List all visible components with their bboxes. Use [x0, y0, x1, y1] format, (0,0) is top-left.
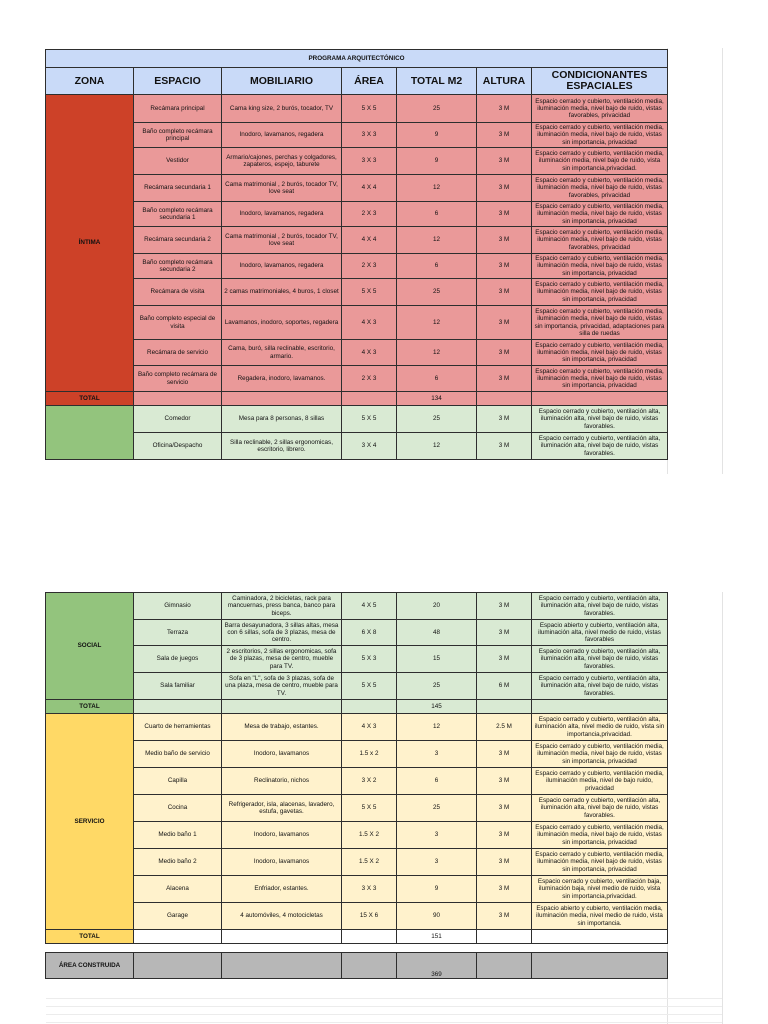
- area-cell: 1.5 X 2: [342, 849, 397, 876]
- espacio-cell: Sala de juegos: [134, 646, 222, 673]
- mobiliario-cell: Inodoro, lavamanos: [222, 741, 342, 768]
- condicionantes-cell: Espacio cerrado y cubierto, ventilación media, iluminación media, nivel bajo de ruido, vistas sin importancia, privacidad: [532, 254, 668, 279]
- total-m2-cell: 25: [397, 406, 477, 433]
- espacio-cell: Cuarto de herramientas: [134, 714, 222, 741]
- total-m2-cell: 6: [397, 202, 477, 227]
- area-cell: 3 X 3: [342, 148, 397, 175]
- condicionantes-cell: Espacio cerrado y cubierto, ventilación alta, iluminación alta, nivel bajo de ruido, vistas favorables.: [532, 406, 668, 433]
- area-cell: 5 X 5: [342, 279, 397, 306]
- table-row: [46, 254, 668, 279]
- total-m2-cell: 3: [397, 741, 477, 768]
- altura-cell: 3 M: [477, 123, 532, 148]
- espacio-cell: Medio baño 2: [134, 849, 222, 876]
- altura-cell: 3 M: [477, 903, 532, 930]
- area-cell: 4 X 5: [342, 593, 397, 620]
- condicionantes-cell: Espacio cerrado y cubierto, ventilación media, iluminación media, nivel bajo de ruido, vistas sin importancia, privacidad: [532, 849, 668, 876]
- table-row: [46, 279, 668, 306]
- table-row: [46, 340, 668, 366]
- header-espacio: ESPACIO: [134, 68, 222, 95]
- header-condicionantes: CONDICIONANTES ESPACIALES: [532, 68, 668, 95]
- area-cell: 4 X 3: [342, 714, 397, 741]
- table-row: [46, 903, 668, 930]
- table-row: [46, 876, 668, 903]
- espacio-cell: Vestidor: [134, 148, 222, 175]
- area-cell: 4 X 3: [342, 306, 397, 340]
- table-row: [46, 795, 668, 822]
- condicionantes-cell: Espacio cerrado y cubierto, ventilación media, iluminación media, nivel bajo de ruido, vistas sin importancia, privacidad: [532, 279, 668, 306]
- condicionantes-cell: Espacio cerrado y cubierto, ventilación media, iluminación media, nivel bajo de ruido, vistas favorables, privacidad: [532, 95, 668, 123]
- header-zona: ZONA: [46, 68, 134, 95]
- espacio-cell: Recámara principal: [134, 95, 222, 123]
- social-section-top: [46, 406, 668, 460]
- total-value: 145: [397, 700, 477, 714]
- espacio-cell: Gimnasio: [134, 593, 222, 620]
- table-row: [46, 768, 668, 795]
- area-construida-label: ÁREA CONSTRUIDA: [46, 953, 134, 979]
- zone-label: SERVICIO: [46, 714, 134, 930]
- area-cell: 5 X 5: [342, 795, 397, 822]
- altura-cell: 2.5 M: [477, 714, 532, 741]
- condicionantes-cell: Espacio cerrado y cubierto, ventilación alta, iluminación alta, nivel bajo de ruido, vistas favorables.: [532, 646, 668, 673]
- zone-label: ÍNTIMA: [46, 95, 134, 392]
- espacio-cell: Recámara de servicio: [134, 340, 222, 366]
- altura-cell: 3 M: [477, 227, 532, 254]
- espacio-cell: Baño completo especial de visita: [134, 306, 222, 340]
- mobiliario-cell: Cama, buró, silla reclinable, escritorio, armario.: [222, 340, 342, 366]
- total-m2-cell: 25: [397, 673, 477, 700]
- total-m2-cell: 12: [397, 433, 477, 460]
- condicionantes-cell: Espacio cerrado y cubierto, ventilación media, iluminación media, nivel bajo de ruido, vistas sin importancia, privacidad, adaptaciones para silla de ruedas: [532, 306, 668, 340]
- total-m2-cell: 12: [397, 340, 477, 366]
- altura-cell: 3 M: [477, 95, 532, 123]
- table-row: [46, 406, 668, 433]
- espacio-cell: Recámara secundaria 2: [134, 227, 222, 254]
- sheet-gridline: [46, 1022, 722, 1023]
- area-cell: 15 X 6: [342, 903, 397, 930]
- table-row: [46, 95, 668, 123]
- area-cell: 3 X 4: [342, 433, 397, 460]
- condicionantes-cell: Espacio cerrado y cubierto, ventilación media, iluminación media, nivel bajo de ruido, vistas sin importancia, privacidad: [532, 741, 668, 768]
- table-row: [46, 148, 668, 175]
- mobiliario-cell: Inodoro, lavamanos: [222, 849, 342, 876]
- table-row: [46, 175, 668, 202]
- altura-cell: 3 M: [477, 254, 532, 279]
- area-cell: 3 X 3: [342, 123, 397, 148]
- total-m2-cell: 9: [397, 148, 477, 175]
- mobiliario-cell: Mesa de trabajo, estantes.: [222, 714, 342, 741]
- condicionantes-cell: Espacio cerrado y cubierto, ventilación alta, iluminación alta, nivel bajo de ruido, vistas favorables.: [532, 795, 668, 822]
- condicionantes-cell: Espacio cerrado y cubierto, ventilación alta, iluminación alta, nivel bajo de ruido, vistas favorables.: [532, 433, 668, 460]
- total-m2-cell: 6: [397, 254, 477, 279]
- total-m2-cell: 12: [397, 227, 477, 254]
- zone-label: [46, 406, 134, 460]
- mobiliario-cell: Cama matrimonial , 2 burós, tocador TV, love seat: [222, 227, 342, 254]
- espacio-cell: Garage: [134, 903, 222, 930]
- espacio-cell: Cocina: [134, 795, 222, 822]
- mobiliario-cell: Inodoro, lavamanos, regadera: [222, 123, 342, 148]
- table-row: [46, 714, 668, 741]
- total-value: 134: [397, 392, 477, 406]
- espacio-cell: Baño completo recámara secundaria 2: [134, 254, 222, 279]
- total-label: TOTAL: [46, 700, 134, 714]
- area-construida-row: [46, 953, 668, 979]
- area-cell: 4 X 3: [342, 340, 397, 366]
- espacio-cell: Recámara de visita: [134, 279, 222, 306]
- table-row: [46, 306, 668, 340]
- area-cell: 5 X 5: [342, 406, 397, 433]
- total-m2-cell: 6: [397, 768, 477, 795]
- mobiliario-cell: Inodoro, lavamanos: [222, 822, 342, 849]
- area-cell: 3 X 2: [342, 768, 397, 795]
- mobiliario-cell: 2 camas matrimoniales, 4 buros, 1 closet: [222, 279, 342, 306]
- total-label: TOTAL: [46, 392, 134, 406]
- area-cell: 2 X 3: [342, 254, 397, 279]
- table-row: [46, 741, 668, 768]
- espacio-cell: Baño completo recámara secundaria 1: [134, 202, 222, 227]
- header-altura: ALTURA: [477, 68, 532, 95]
- espacio-cell: Baño completo recámara de servicio: [134, 366, 222, 392]
- total-m2-cell: 90: [397, 903, 477, 930]
- altura-cell: 3 M: [477, 306, 532, 340]
- area-cell: 1.5 x 2: [342, 741, 397, 768]
- servicio-section: [46, 714, 668, 930]
- espacio-cell: Medio baño 1: [134, 822, 222, 849]
- table-row: [46, 646, 668, 673]
- total-m2-cell: 3: [397, 822, 477, 849]
- area-cell: 3 X 3: [342, 876, 397, 903]
- area-cell: 5 X 5: [342, 673, 397, 700]
- total-m2-cell: 25: [397, 279, 477, 306]
- mobiliario-cell: Lavamanos, inodoro, soportes, regadera: [222, 306, 342, 340]
- espacio-cell: Medio baño de servicio: [134, 741, 222, 768]
- espacio-cell: Recámara secundaria 1: [134, 175, 222, 202]
- table-row: [46, 673, 668, 700]
- intima-total-row: [46, 392, 668, 406]
- total-value: 151: [397, 930, 477, 944]
- sheet-gridline: [722, 592, 723, 1024]
- servicio-total-row: [46, 930, 668, 944]
- mobiliario-cell: Silla reclinable, 2 sillas ergonomicas, escritorio, librero.: [222, 433, 342, 460]
- total-m2-cell: 12: [397, 175, 477, 202]
- header-total-m2: TOTAL M2: [397, 68, 477, 95]
- condicionantes-cell: Espacio abierto y cubierto, ventilación media, iluminación media, nivel medio de ruido, vista sin importancia.: [532, 903, 668, 930]
- mobiliario-cell: Cama matrimonial , 2 burós, tocador TV, love seat: [222, 175, 342, 202]
- condicionantes-cell: Espacio cerrado y cubierto, ventilación alta, iluminación alta, nivel bajo de ruido, vistas favorables.: [532, 673, 668, 700]
- table-row: [46, 366, 668, 392]
- condicionantes-cell: Espacio cerrado y cubierto, ventilación media, iluminación media, nivel bajo de ruido, vistas sin importancia, privacidad: [532, 340, 668, 366]
- condicionantes-cell: Espacio cerrado y cubierto, ventilación baja, iluminación baja, nivel medio de ruido, vista sin importancia,privacidad.: [532, 876, 668, 903]
- mobiliario-cell: 4 automóviles, 4 motocicletas: [222, 903, 342, 930]
- table-row: [46, 227, 668, 254]
- table-row: [46, 849, 668, 876]
- mobiliario-cell: Refrigerador, isla, alacenas, lavadero, estufa, gavetas.: [222, 795, 342, 822]
- altura-cell: 3 M: [477, 741, 532, 768]
- area-construida-value: 369: [397, 953, 477, 979]
- total-m2-cell: 12: [397, 714, 477, 741]
- mobiliario-cell: Caminadora, 2 bicicletas, rack para mancuernas, press banca, banco para biceps.: [222, 593, 342, 620]
- total-m2-cell: 6: [397, 366, 477, 392]
- mobiliario-cell: Barra desayunadora, 3 sillas altas, mesa con 6 sillas, sofa de 3 plazas, mesa de centro.: [222, 620, 342, 646]
- altura-cell: 3 M: [477, 822, 532, 849]
- condicionantes-cell: Espacio cerrado y cubierto, ventilación media, iluminación media, nivel bajo de ruido, vistas sin importancia, privacidad: [532, 366, 668, 392]
- altura-cell: 3 M: [477, 279, 532, 306]
- total-label: TOTAL: [46, 930, 134, 944]
- altura-cell: 3 M: [477, 148, 532, 175]
- header-mobiliario: MOBILIARIO: [222, 68, 342, 95]
- altura-cell: 3 M: [477, 340, 532, 366]
- sheet-gridline: [722, 48, 723, 474]
- total-m2-cell: 9: [397, 123, 477, 148]
- altura-cell: 3 M: [477, 620, 532, 646]
- espacio-cell: Capilla: [134, 768, 222, 795]
- condicionantes-cell: Espacio abierto y cubierto, ventilación alta, iluminación alta, nivel medio de ruido, vistas favorables: [532, 620, 668, 646]
- header-row: [46, 68, 668, 95]
- program-table-top: [45, 49, 668, 460]
- espacio-cell: Comedor: [134, 406, 222, 433]
- table-row: [46, 123, 668, 148]
- mobiliario-cell: Regadera, inodoro, lavamanos.: [222, 366, 342, 392]
- altura-cell: 3 M: [477, 876, 532, 903]
- total-m2-cell: 15: [397, 646, 477, 673]
- total-m2-cell: 48: [397, 620, 477, 646]
- sheet-gridline: [46, 998, 722, 999]
- espacio-cell: Terraza: [134, 620, 222, 646]
- mobiliario-cell: Cama king size, 2 burós, tocador, TV: [222, 95, 342, 123]
- sheet-gridline: [46, 1014, 722, 1015]
- altura-cell: 3 M: [477, 795, 532, 822]
- area-cell: 4 X 4: [342, 227, 397, 254]
- mobiliario-cell: 2 escritorios, 2 sillas ergonomicas, sofa de 3 plazas, mesa de centro, mueble para TV.: [222, 646, 342, 673]
- header-area: ÁREA: [342, 68, 397, 95]
- total-m2-cell: 3: [397, 849, 477, 876]
- condicionantes-cell: Espacio cerrado y cubierto, ventilación alta, iluminación alta, nivel medio de ruido, vista sin importancia,privacidad.: [532, 714, 668, 741]
- mobiliario-cell: Enfriador, estantes.: [222, 876, 342, 903]
- altura-cell: 3 M: [477, 849, 532, 876]
- condicionantes-cell: Espacio cerrado y cubierto, ventilación media, iluminación media, nivel bajo de ruido, vistas favorables, privacidad: [532, 227, 668, 254]
- altura-cell: 3 M: [477, 646, 532, 673]
- altura-cell: 3 M: [477, 768, 532, 795]
- social-section: [46, 593, 668, 700]
- condicionantes-cell: Espacio cerrado y cubierto, ventilación media, iluminación media, nivel bajo de ruido, vistas sin importancia, privacidad: [532, 202, 668, 227]
- social-total-row: [46, 700, 668, 714]
- mobiliario-cell: Inodoro, lavamanos, regadera: [222, 202, 342, 227]
- area-cell: 1.5 X 2: [342, 822, 397, 849]
- mobiliario-cell: Sofa en "L", sofa de 3 plazas, sofa de una plaza, mesa de centro, mueble para TV.: [222, 673, 342, 700]
- condicionantes-cell: Espacio cerrado y cubierto, ventilación media, iluminación media, nivel bajo de ruido, vistas sin importancia, privacidad: [532, 123, 668, 148]
- total-m2-cell: 12: [397, 306, 477, 340]
- espacio-cell: Oficina/Despacho: [134, 433, 222, 460]
- total-m2-cell: 25: [397, 95, 477, 123]
- area-cell: 5 X 3: [342, 646, 397, 673]
- table-row: [46, 433, 668, 460]
- condicionantes-cell: Espacio cerrado y cubierto, ventilación media, iluminación media, nivel bajo de ruido, vistas favorables, privacidad: [532, 175, 668, 202]
- altura-cell: 3 M: [477, 366, 532, 392]
- sheet-gridline: [46, 1006, 722, 1007]
- condicionantes-cell: Espacio cerrado y cubierto, ventilación media, iluminación media, nivel de bajo ruido, privacidad: [532, 768, 668, 795]
- area-cell: 4 X 4: [342, 175, 397, 202]
- table-row: [46, 593, 668, 620]
- mobiliario-cell: Armario/cajones, perchas y colgadores, zapateros, espejo, taburete: [222, 148, 342, 175]
- espacio-cell: Alacena: [134, 876, 222, 903]
- table-title: PROGRAMA ARQUITECTÓNICO: [46, 50, 668, 68]
- area-cell: 2 X 3: [342, 202, 397, 227]
- altura-cell: 3 M: [477, 593, 532, 620]
- altura-cell: 3 M: [477, 406, 532, 433]
- condicionantes-cell: Espacio cerrado y cubierto, ventilación media, iluminación media, nivel bajo de ruido, vistas sin importancia, privacidad: [532, 822, 668, 849]
- total-m2-cell: 9: [397, 876, 477, 903]
- table-row: [46, 620, 668, 646]
- table-row: [46, 202, 668, 227]
- total-m2-cell: 25: [397, 795, 477, 822]
- mobiliario-cell: Mesa para 8 personas, 8 sillas: [222, 406, 342, 433]
- altura-cell: 3 M: [477, 433, 532, 460]
- condicionantes-cell: Espacio cerrado y cubierto, ventilación media, iluminación media, nivel bajo de ruido, vista sin importancia,privacidad.: [532, 148, 668, 175]
- mobiliario-cell: Inodoro, lavamanos, regadera: [222, 254, 342, 279]
- intima-section: [46, 95, 668, 392]
- program-table-bottom: [45, 592, 668, 979]
- area-cell: 2 X 3: [342, 366, 397, 392]
- espacio-cell: Baño completo recámara principal: [134, 123, 222, 148]
- altura-cell: 6 M: [477, 673, 532, 700]
- total-m2-cell: 20: [397, 593, 477, 620]
- condicionantes-cell: Espacio cerrado y cubierto, ventilación alta, iluminación alta, nivel bajo de ruido, vistas favorables.: [532, 593, 668, 620]
- area-cell: 5 X 5: [342, 95, 397, 123]
- zone-label: SOCIAL: [46, 593, 134, 700]
- altura-cell: 3 M: [477, 202, 532, 227]
- table-row: [46, 822, 668, 849]
- espacio-cell: Sala familiar: [134, 673, 222, 700]
- mobiliario-cell: Reclinatorio, nichos: [222, 768, 342, 795]
- altura-cell: 3 M: [477, 175, 532, 202]
- spacer-row: [46, 944, 668, 953]
- area-cell: 6 X 8: [342, 620, 397, 646]
